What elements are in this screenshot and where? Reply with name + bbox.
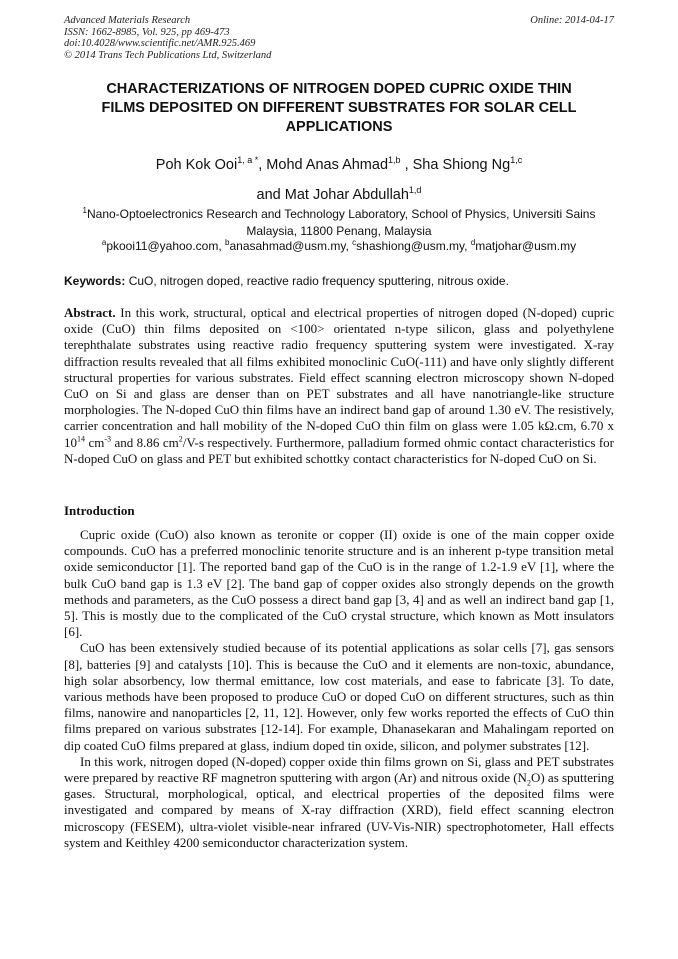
section-heading-introduction: Introduction [64, 503, 135, 518]
author-name: Mohd Anas Ahmad [266, 156, 389, 173]
keywords-label: Keywords: [64, 274, 126, 288]
affiliation-text: Nano-Optoelectronics Research and Technology Laboratory, School of Physics, Universiti Sains [86, 207, 596, 221]
abstract-label: Abstract. [64, 305, 116, 320]
paragraph: CuO has been extensively studied because of its potential applications as solar cells [7], gas sensors [8], batteries [9] and catalysts [10]. This is because the CuO and it elements are non-toxic, abundance, high solar absorbency, low thermal emittance, low cost materials, and ease to fabricate [3]. To date, various methods have been proposed to produce CuO or doped CuO on different structures, such as thin films, nanowire and nanoparticles [2, 11, 12]. However, only few works reported the effects of CuO thin films prepared on various substrates [12-14]. For example, Dhanasekaran and Mahalingam reported on dip coated CuO films prepared at glass, indium doped tin oxide, silicon, and polymer substrates [12]. [64, 640, 614, 753]
paragraph-text: O) as sputtering gases. Structural, morphological, optical, and electrical properties of the deposited films were investigated and compared by means of X-ray diffraction (XRD), field effect scanning electron microscopy (FESEM), ultra-violet visible-near infrared (UV-Vis-NIR) spectrophotometer, Hall effects system and Keithley 4200 semiconductor characterization system. [64, 770, 614, 850]
author-separator: , [258, 156, 267, 173]
affiliation [64, 203, 614, 239]
abstract-superscript: 14 [77, 434, 85, 444]
email-link[interactable]: pkooi11@yahoo.com, [106, 239, 226, 253]
author-emails [64, 235, 614, 254]
copyright-line: © 2014 Trans Tech Publications Ltd, Switzerland [64, 49, 272, 61]
online-date: Online: 2014-04-17 [530, 15, 614, 26]
author-name: Mat Johar Abdullah [284, 186, 409, 203]
email-superscript: a [101, 238, 107, 247]
author-superscript: 1,d [408, 184, 422, 195]
author-superscript: 1,b [388, 155, 401, 165]
journal-name: Advanced Materials Research [64, 15, 191, 26]
author-list [64, 148, 614, 208]
title-line-2: FILMS DEPOSITED ON DIFFERENT SUBSTRATES FOR SOLAR CELL [101, 100, 577, 116]
affiliation-line-2: Malaysia, 11800 Penang, Malaysia [246, 223, 432, 238]
abstract-text: /V-s respectively. Furthermore, palladium formed ohmic contact characteristics for N-doped CuO on glass and PET but exhibited schottky contact characteristics for N-doped CuO on Si. [64, 434, 614, 466]
email-superscript: c [352, 238, 357, 247]
keywords-text: CuO, nitrogen doped, reactive radio frequency sputtering, nitrous oxide. [125, 274, 509, 288]
title-line-3: APPLICATIONS [285, 119, 393, 135]
abstract-text: and 8.86 cm [111, 434, 179, 450]
introduction-body [64, 527, 614, 851]
email-superscript: b [225, 238, 230, 247]
author-line-1 [64, 148, 614, 178]
paper-title [64, 80, 614, 137]
abstract-text: In this work, structural, optical and electrical properties of nitrogen doped (N-doped) cupric oxide (CuO) thin films deposited on <100> orientated n-type silicon, glass and polyethylene terephthalate substrates using reactive radio frequency sputtering system were investigated. X-ray diffraction results revealed that all films exhibited monoclinic CuO(-111) and have only slightly different structural properties for various substrates. Field effect scanning electron microscopy shown N-doped CuO on Si and glass are denser than on PET substrates and all have nanotriangle-like structure morphologies. The N-doped CuO thin films have an indirect band gap of around 1.30 eV. The resistively, carrier concentration and hall mobility of the N-doped CuO thin film on glass were 1.05 kΩ.cm, 6.70 x 10 [64, 305, 614, 450]
author-superscript: 1, a * [237, 155, 259, 165]
author-separator: , [400, 156, 413, 173]
affiliation-superscript: 1 [82, 206, 87, 215]
email-link[interactable]: shashiong@usm.my, [356, 239, 471, 253]
keywords-line [64, 273, 614, 289]
issn-line: ISSN: 1662-8985, Vol. 925, pp 469-473 [64, 26, 230, 38]
email-link[interactable]: anasahmad@usm.my, [229, 239, 353, 253]
email-superscript: d [470, 238, 476, 247]
paragraph [64, 754, 614, 851]
abstract-text: cm [85, 434, 105, 450]
email-link[interactable]: matjohar@usm.my [475, 239, 577, 253]
author-superscript: 1,c [510, 155, 523, 165]
subscript: 2 [526, 778, 531, 788]
author-name: Poh Kok Ooi [155, 156, 238, 173]
affiliation-line-1 [64, 203, 614, 223]
paragraph-text: In this work, nitrogen doped (N-doped) copper oxide thin films grown on Si, glass and PET substrates were prepared by reactive RF magnetron sputtering with argon (Ar) and nitrous oxide (N [64, 753, 614, 786]
abstract [64, 305, 614, 467]
abstract-superscript: -3 [104, 434, 111, 444]
paragraph: Cupric oxide (CuO) also known as teronite or copper (II) oxide is one of the main copper oxide compounds. CuO has a preferred monoclinic tenorite structure and is an inherent p-type transition metal oxide semiconductor [1]. The reported band gap of the CuO is in the range of 1.2-1.9 eV [1], where the bulk CuO band gap is 1.3 eV [2]. The band gap of copper oxides also strongly depends on the growth methods and parameters, as the CuO possess a direct band gap [3, 4] and as well an indirect band gap [1, 5]. This is mostly due to the complicated of the CuO crystal structure, which known as Mott insulators [6]. [64, 527, 614, 640]
abstract-superscript: 2 [178, 434, 183, 444]
author-name: Sha Shiong Ng [412, 156, 511, 173]
author-conjunction: and [256, 186, 285, 203]
doi-line: doi:10.4028/www.scientific.net/AMR.925.469 [64, 38, 256, 49]
journal-header [64, 15, 271, 61]
title-line-1: CHARACTERIZATIONS OF NITROGEN DOPED CUPRIC OXIDE THIN [106, 81, 572, 97]
